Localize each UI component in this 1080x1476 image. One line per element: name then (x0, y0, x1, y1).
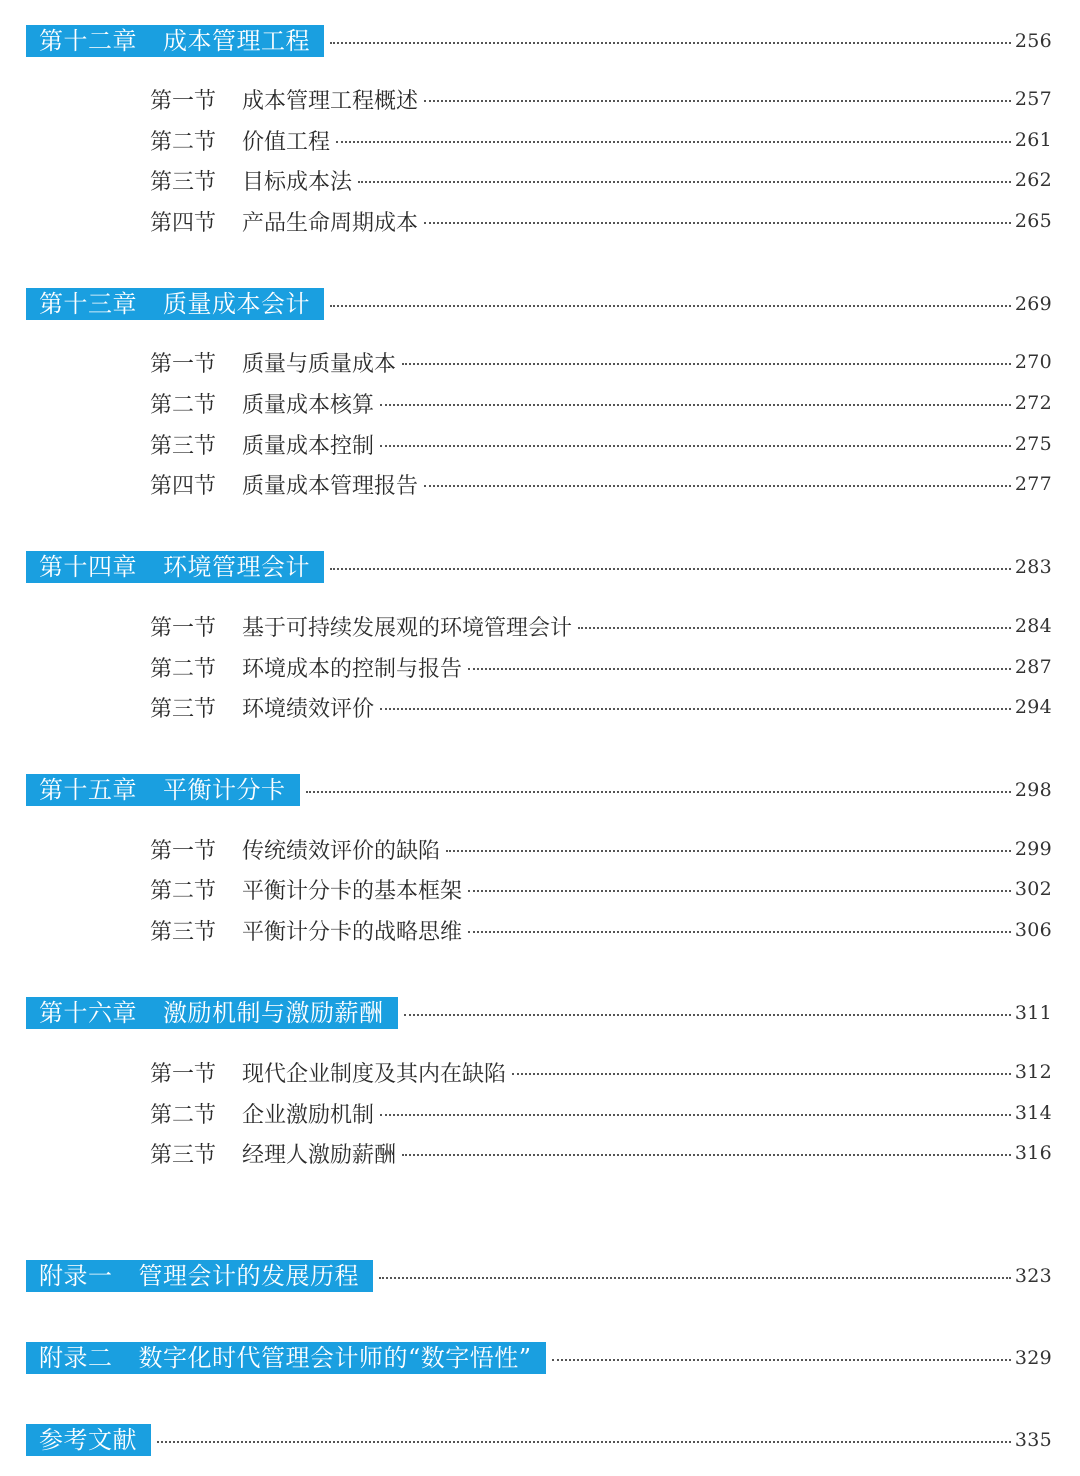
chapter-label: 第十四章 (39, 553, 137, 581)
chapter-label: 第十六章 (39, 999, 137, 1027)
toc-section-row[interactable] (150, 873, 1052, 905)
page-number: 311 (1014, 1002, 1052, 1024)
section-heading (150, 652, 462, 683)
page-number: 269 (1014, 293, 1052, 315)
page-number: 299 (1014, 838, 1052, 860)
page-number: 275 (1014, 433, 1052, 455)
leader-dots (468, 890, 1011, 892)
toc-section-row[interactable] (150, 914, 1052, 946)
leader-dots (157, 1441, 1011, 1443)
page-number: 257 (1014, 88, 1052, 110)
toc-chapter-row[interactable] (26, 774, 1052, 806)
section-heading (150, 1138, 396, 1169)
chapter-heading (26, 1342, 546, 1374)
page-number: 256 (1014, 30, 1052, 52)
section-label: 第四节 (150, 210, 217, 236)
section-heading (150, 915, 462, 946)
section-label: 第一节 (150, 88, 217, 114)
section-label: 第二节 (150, 878, 217, 904)
page-number: 323 (1014, 1265, 1052, 1287)
leader-dots (404, 1014, 1011, 1016)
section-label: 第三节 (150, 696, 217, 722)
page-number: 329 (1014, 1347, 1052, 1369)
toc-section-row[interactable] (150, 428, 1052, 460)
leader-dots (330, 42, 1011, 44)
chapter-label: 第十五章 (39, 776, 137, 804)
leader-dots (424, 485, 1011, 487)
leader-dots (380, 708, 1011, 710)
toc-chapter-row[interactable] (26, 25, 1052, 57)
section-label: 第二节 (150, 129, 217, 155)
toc-chapter-row[interactable] (26, 1424, 1052, 1456)
chapter-heading (26, 774, 300, 806)
page-number: 272 (1014, 392, 1052, 414)
leader-dots (468, 931, 1011, 933)
section-heading (150, 84, 418, 115)
toc-section-row[interactable] (150, 1137, 1052, 1169)
leader-dots (512, 1073, 1011, 1075)
page-number: 312 (1014, 1061, 1052, 1083)
page-number: 265 (1014, 210, 1052, 232)
page-number: 302 (1014, 878, 1052, 900)
page-number: 270 (1014, 351, 1052, 373)
toc-section-row[interactable] (150, 346, 1052, 378)
leader-dots (379, 1277, 1011, 1279)
toc-section-row[interactable] (150, 833, 1052, 865)
leader-dots (380, 1114, 1011, 1116)
leader-dots (380, 404, 1011, 406)
page-number: 294 (1014, 696, 1052, 718)
section-title: 成本管理工程概述 (242, 88, 419, 114)
chapter-label: 附录二 (39, 1344, 113, 1372)
page-number: 314 (1014, 1102, 1052, 1124)
section-heading (150, 469, 418, 500)
section-label: 第一节 (150, 351, 217, 377)
leader-dots (552, 1359, 1011, 1361)
page-number: 284 (1014, 615, 1052, 637)
chapter-title: 平衡计分卡 (163, 776, 286, 804)
section-title: 经理人激励薪酬 (242, 1142, 397, 1168)
section-label: 第二节 (150, 1102, 217, 1128)
leader-dots (424, 222, 1011, 224)
section-label: 第一节 (150, 615, 217, 641)
leader-dots (424, 100, 1011, 102)
chapter-title: 成本管理工程 (163, 27, 310, 55)
section-heading (150, 611, 572, 642)
chapter-label: 第十三章 (39, 290, 137, 318)
leader-dots (330, 305, 1011, 307)
section-heading (150, 388, 374, 419)
chapter-heading (26, 1424, 151, 1456)
chapter-title: 数字化时代管理会计师的“数字悟性” (138, 1344, 532, 1372)
section-heading (150, 429, 374, 460)
toc-chapter-row[interactable] (26, 997, 1052, 1029)
page-number: 262 (1014, 169, 1052, 191)
chapter-label: 参考文献 (39, 1426, 137, 1454)
section-label: 第四节 (150, 473, 217, 499)
leader-dots (446, 850, 1011, 852)
page-number: 298 (1014, 779, 1052, 801)
toc-section-row[interactable] (150, 205, 1052, 237)
leader-dots (578, 627, 1011, 629)
section-label: 第三节 (150, 433, 217, 459)
toc-section-row[interactable] (150, 1056, 1052, 1088)
toc-chapter-row[interactable] (26, 288, 1052, 320)
section-heading (150, 834, 440, 865)
section-title: 现代企业制度及其内在缺陷 (242, 1061, 507, 1087)
chapter-heading (26, 997, 398, 1029)
section-title: 质量成本控制 (242, 433, 375, 459)
section-heading (150, 1098, 374, 1129)
section-title: 环境绩效评价 (242, 696, 375, 722)
toc-section-row[interactable] (150, 164, 1052, 196)
chapter-title: 环境管理会计 (163, 553, 310, 581)
chapter-label: 附录一 (39, 1262, 113, 1290)
section-heading (150, 165, 352, 196)
section-title: 质量成本管理报告 (242, 473, 419, 499)
toc-section-row[interactable] (150, 610, 1052, 642)
section-heading (150, 125, 330, 156)
page-number: 261 (1014, 129, 1052, 151)
section-title: 平衡计分卡的基本框架 (242, 878, 463, 904)
section-title: 目标成本法 (242, 169, 353, 195)
section-label: 第二节 (150, 656, 217, 682)
toc-section-row[interactable] (150, 83, 1052, 115)
section-label: 第三节 (150, 169, 217, 195)
toc-chapter-row[interactable] (26, 551, 1052, 583)
chapter-heading (26, 288, 324, 320)
section-title: 平衡计分卡的战略思维 (242, 919, 463, 945)
leader-dots (330, 568, 1011, 570)
leader-dots (402, 1154, 1011, 1156)
leader-dots (306, 791, 1011, 793)
section-title: 产品生命周期成本 (242, 210, 419, 236)
section-heading (150, 347, 396, 378)
toc-section-row[interactable] (150, 691, 1052, 723)
leader-dots (336, 141, 1011, 143)
page-number: 306 (1014, 919, 1052, 941)
page-number: 335 (1014, 1429, 1052, 1451)
section-title: 环境成本的控制与报告 (242, 656, 463, 682)
chapter-title: 质量成本会计 (163, 290, 310, 318)
page-number: 287 (1014, 656, 1052, 678)
section-label: 第一节 (150, 1061, 217, 1087)
toc-section-row[interactable] (150, 468, 1052, 500)
section-title: 企业激励机制 (242, 1102, 375, 1128)
toc-chapter-row[interactable] (26, 1342, 1052, 1374)
chapter-heading (26, 1260, 373, 1292)
leader-dots (468, 668, 1011, 670)
toc-chapter-row[interactable] (26, 1260, 1052, 1292)
leader-dots (402, 363, 1011, 365)
section-label: 第三节 (150, 919, 217, 945)
section-heading (150, 1057, 506, 1088)
section-title: 基于可持续发展观的环境管理会计 (242, 615, 573, 641)
section-label: 第三节 (150, 1142, 217, 1168)
section-title: 价值工程 (242, 129, 331, 155)
leader-dots (380, 445, 1011, 447)
toc-section-row[interactable] (150, 124, 1052, 156)
section-heading (150, 692, 374, 723)
section-heading (150, 874, 462, 905)
chapter-title: 管理会计的发展历程 (138, 1262, 359, 1290)
chapter-heading (26, 25, 324, 57)
toc-section-row[interactable] (150, 387, 1052, 419)
leader-dots (358, 181, 1011, 183)
chapter-label: 第十二章 (39, 27, 137, 55)
section-title: 质量与质量成本 (242, 351, 397, 377)
section-title: 质量成本核算 (242, 392, 375, 418)
section-label: 第一节 (150, 838, 217, 864)
chapter-title: 激励机制与激励薪酬 (163, 999, 384, 1027)
page-number: 316 (1014, 1142, 1052, 1164)
page-number: 283 (1014, 556, 1052, 578)
section-title: 传统绩效评价的缺陷 (242, 838, 441, 864)
toc-section-row[interactable] (150, 1097, 1052, 1129)
chapter-heading (26, 551, 324, 583)
toc-section-row[interactable] (150, 651, 1052, 683)
section-label: 第二节 (150, 392, 217, 418)
page-number: 277 (1014, 473, 1052, 495)
section-heading (150, 206, 418, 237)
